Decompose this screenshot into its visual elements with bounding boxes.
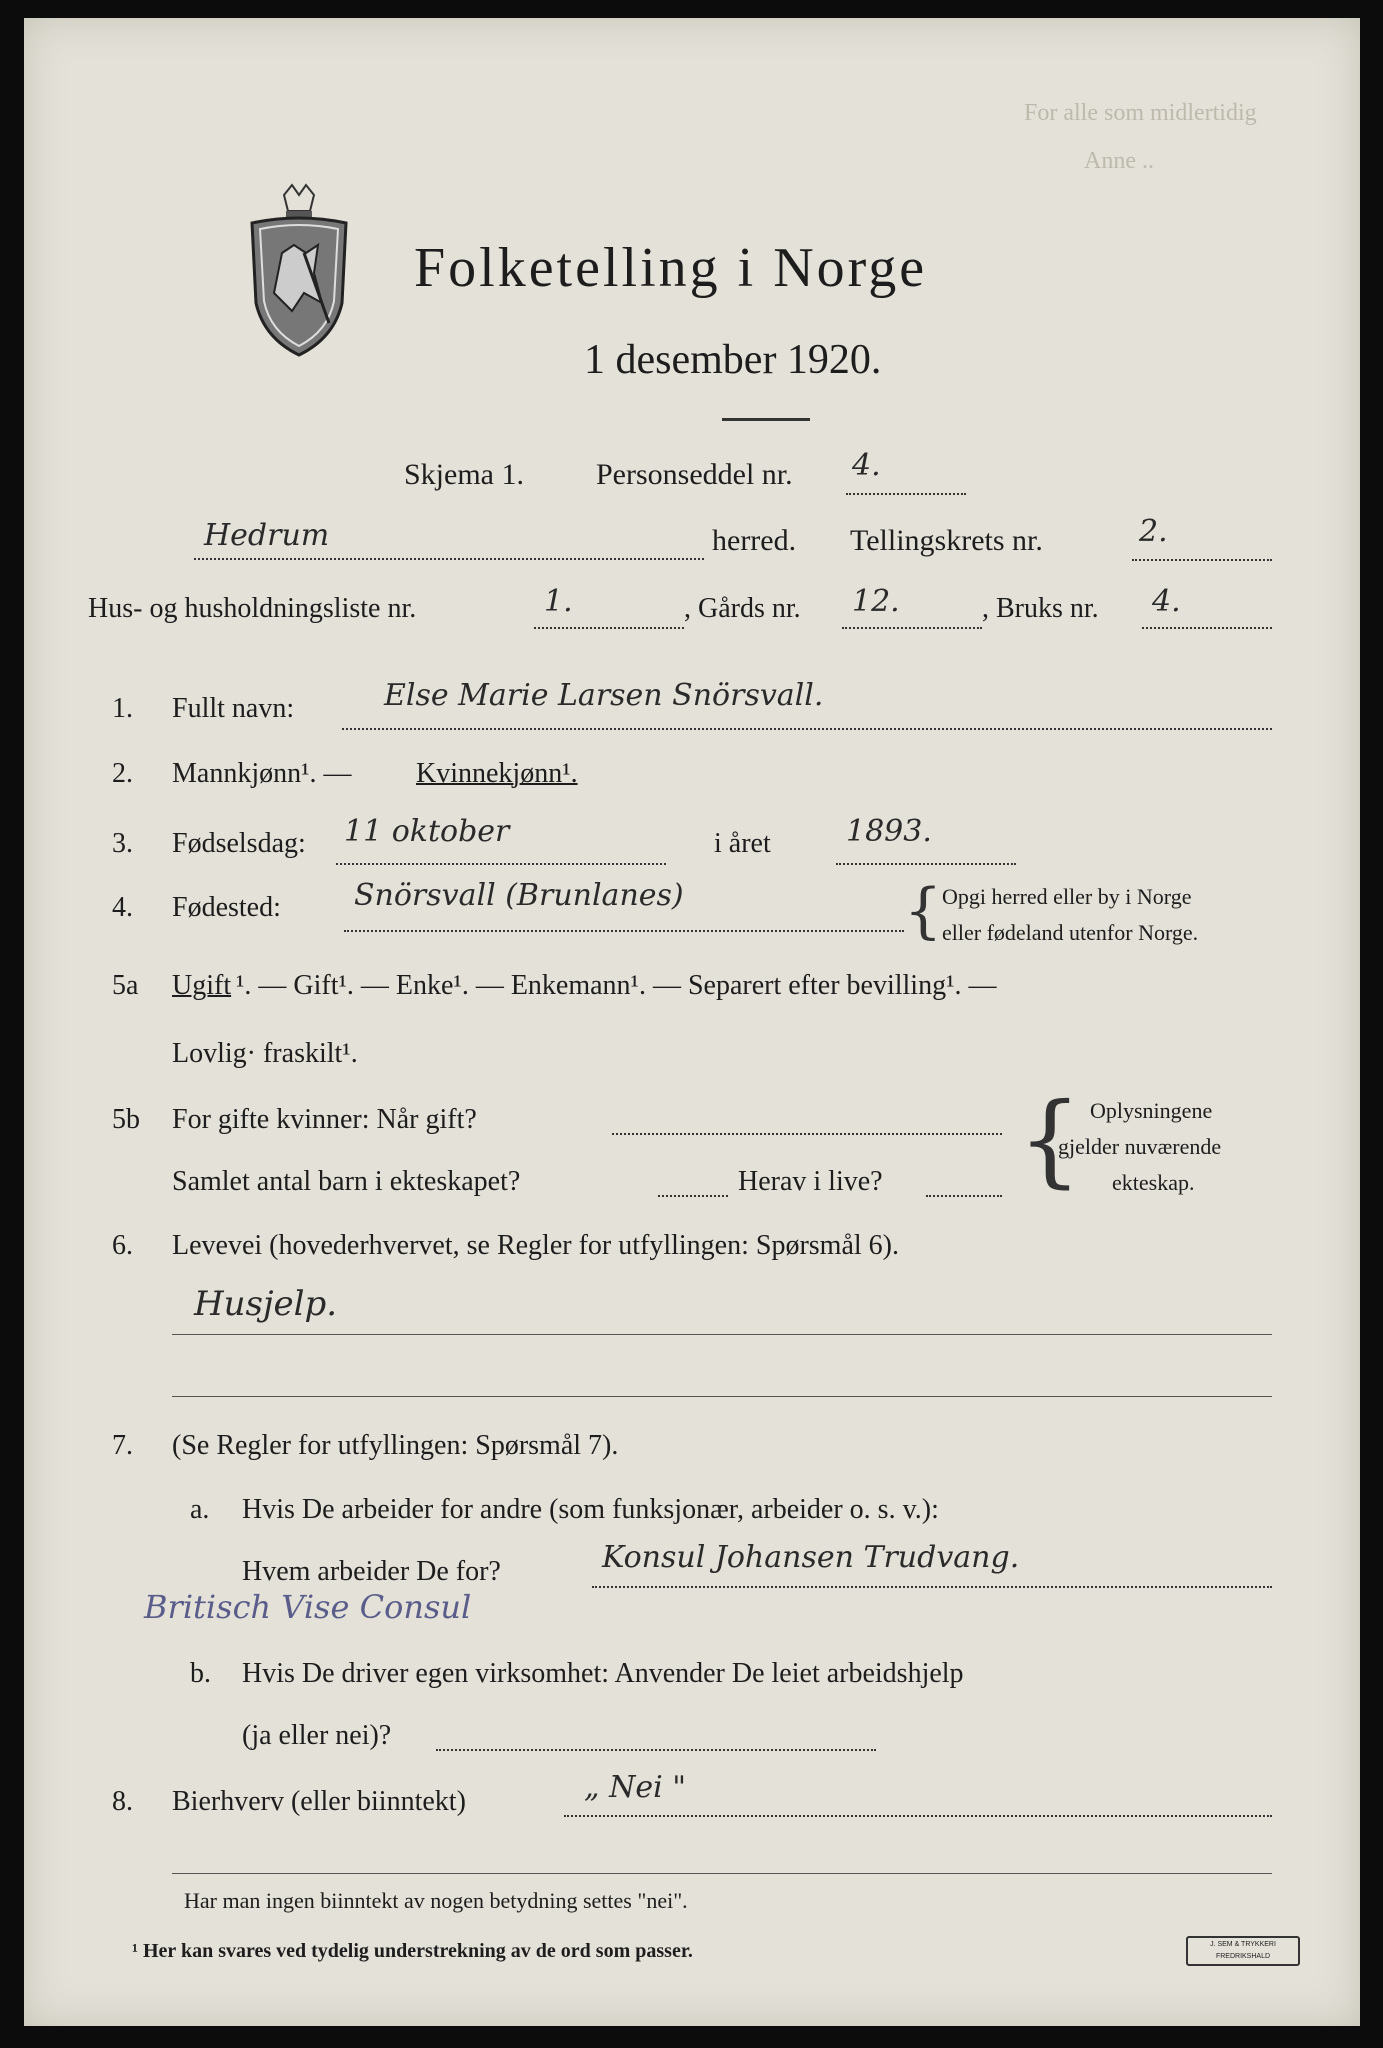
q7-label: (Se Regler for utfyllingen: Spørsmål 7).	[172, 1430, 619, 1461]
q7a-label: Hvis De arbeider for andre (som funksjonær, arbeider o. s. v.):	[242, 1494, 939, 1525]
q5a-line2: Lovlig· fraskilt¹.	[172, 1038, 358, 1069]
q6-line-1	[172, 1334, 1272, 1335]
q3-number: 3.	[112, 828, 133, 859]
hus-line	[534, 627, 684, 629]
q4-birthplace: Snörsvall (Brunlanes)	[354, 878, 684, 913]
title-divider	[722, 418, 810, 421]
q5b-alive: Herav i live?	[738, 1166, 883, 1197]
bruks-value: 4.	[1152, 584, 1181, 619]
q4-note-1: Opgi herred eller by i Norge	[942, 884, 1192, 909]
q6-occupation: Husjelp.	[194, 1284, 338, 1324]
herred-label: herred.	[712, 524, 797, 557]
hus-label: Hus- og husholdningsliste nr.	[88, 593, 417, 624]
personseddel-label: Personseddel nr.	[596, 458, 793, 491]
q1-label: Fullt navn:	[172, 693, 295, 724]
q2-number: 2.	[112, 758, 133, 789]
q2-mann: Mannkjønn¹. —	[172, 758, 352, 789]
bleed-through-text: For alle som midlertidig	[1024, 100, 1257, 126]
form-date: 1 desember 1920.	[584, 337, 882, 383]
q4-note-2: eller fødeland utenfor Norge.	[942, 920, 1199, 945]
footnote: ¹ Her kan svares ved tydelig understrekning av de ord som passer.	[132, 1940, 693, 1962]
tellingskrets-label: Tellingskrets nr.	[850, 524, 1043, 557]
q8-label: Bierhverv (eller biinntekt)	[172, 1786, 466, 1817]
q5b-number: 5b	[112, 1104, 140, 1135]
printer-stamp-text: J. SEM & TRYKKERI FREDRIKSHALD	[1210, 1941, 1276, 1960]
q5b-note-3: ekteskap.	[1112, 1170, 1195, 1195]
q5b-when-married: For gifte kvinner: Når gift?	[172, 1104, 477, 1135]
q3-label: Fødselsdag:	[172, 828, 306, 859]
census-form-page	[24, 18, 1360, 2026]
q5b-children-line	[658, 1195, 728, 1197]
bleed-through-text: Anne ..	[1084, 148, 1154, 174]
gards-value: 12.	[852, 584, 900, 619]
q5a-number: 5a	[112, 970, 139, 1001]
q5b-when-line	[612, 1133, 1002, 1135]
tellingskrets-value: 2.	[1139, 514, 1168, 549]
q8-value: „ Nei "	[584, 1770, 687, 1805]
q7-number: 7.	[112, 1430, 133, 1461]
q3-day-line	[336, 863, 666, 865]
printer-stamp	[1186, 1936, 1300, 1966]
form-title: Folketelling i Norge	[414, 237, 928, 299]
q1-number: 1.	[112, 693, 133, 724]
personseddel-line	[846, 493, 966, 495]
q7a-question: Hvem arbeider De for?	[242, 1556, 501, 1587]
q5b-note-1: Oplysningene	[1090, 1098, 1213, 1123]
herred-value: Hedrum	[204, 518, 330, 553]
footer-note: Har man ingen biinntekt av nogen betydning settes "nei".	[184, 1888, 688, 1913]
q8-line-2	[172, 1873, 1272, 1874]
q7b-line	[436, 1749, 876, 1751]
bruks-label: , Bruks nr.	[982, 593, 1099, 624]
q7b-label: Hvis De driver egen virksomhet: Anvender De leiet arbeidshjelp	[242, 1658, 964, 1689]
q1-line	[342, 728, 1272, 730]
q5b-note-2: gjelder nuværende	[1058, 1134, 1222, 1159]
hus-value: 1.	[544, 584, 573, 619]
q3-birth-day: 11 oktober	[344, 814, 510, 849]
q7a-employer: Konsul Johansen Trudvang.	[602, 1540, 1020, 1575]
q2-kvinne-underlined: Kvinnekjønn¹.	[416, 758, 578, 789]
q6-label: Levevei (hovederhvervet, se Regler for utfyllingen: Spørsmål 6).	[172, 1230, 899, 1261]
gards-label: , Gårds nr.	[684, 593, 801, 624]
q7a-annotation: Britisch Vise Consul	[144, 1588, 472, 1626]
q7b-number: b.	[190, 1658, 211, 1689]
q5b-alive-line	[926, 1195, 1002, 1197]
q8-number: 8.	[112, 1786, 133, 1817]
q5a-ugift-underlined: Ugift	[172, 970, 232, 1001]
skjema-label: Skjema 1.	[404, 458, 524, 491]
q6-line-2	[172, 1396, 1272, 1397]
q4-number: 4.	[112, 892, 133, 923]
q4-label: Fødested:	[172, 892, 281, 923]
q4-brace: {	[904, 876, 943, 946]
q5b-brace: {	[1018, 1081, 1082, 1198]
tellingskrets-line	[1132, 559, 1272, 561]
q6-number: 6.	[112, 1230, 133, 1261]
q3-year-label: i året	[714, 828, 771, 859]
gards-line	[842, 627, 982, 629]
q3-year-line	[836, 863, 1016, 865]
q1-full-name: Else Marie Larsen Snörsvall.	[384, 678, 824, 713]
q3-birth-year: 1893.	[846, 814, 932, 849]
q7b-question: (ja eller nei)?	[242, 1720, 392, 1751]
q5b-children: Samlet antal barn i ekteskapet?	[172, 1166, 521, 1197]
q7a-line	[592, 1586, 1272, 1588]
q4-line	[344, 930, 904, 932]
q7a-number: a.	[190, 1494, 210, 1525]
bruks-line	[1142, 627, 1272, 629]
personseddel-value: 4.	[852, 448, 881, 483]
herred-line	[194, 558, 704, 560]
coat-of-arms-icon	[244, 183, 354, 358]
q8-line	[564, 1815, 1272, 1817]
q5a-options: ¹. — Gift¹. — Enke¹. — Enkemann¹. — Separert efter bevilling¹. —	[236, 970, 997, 1001]
